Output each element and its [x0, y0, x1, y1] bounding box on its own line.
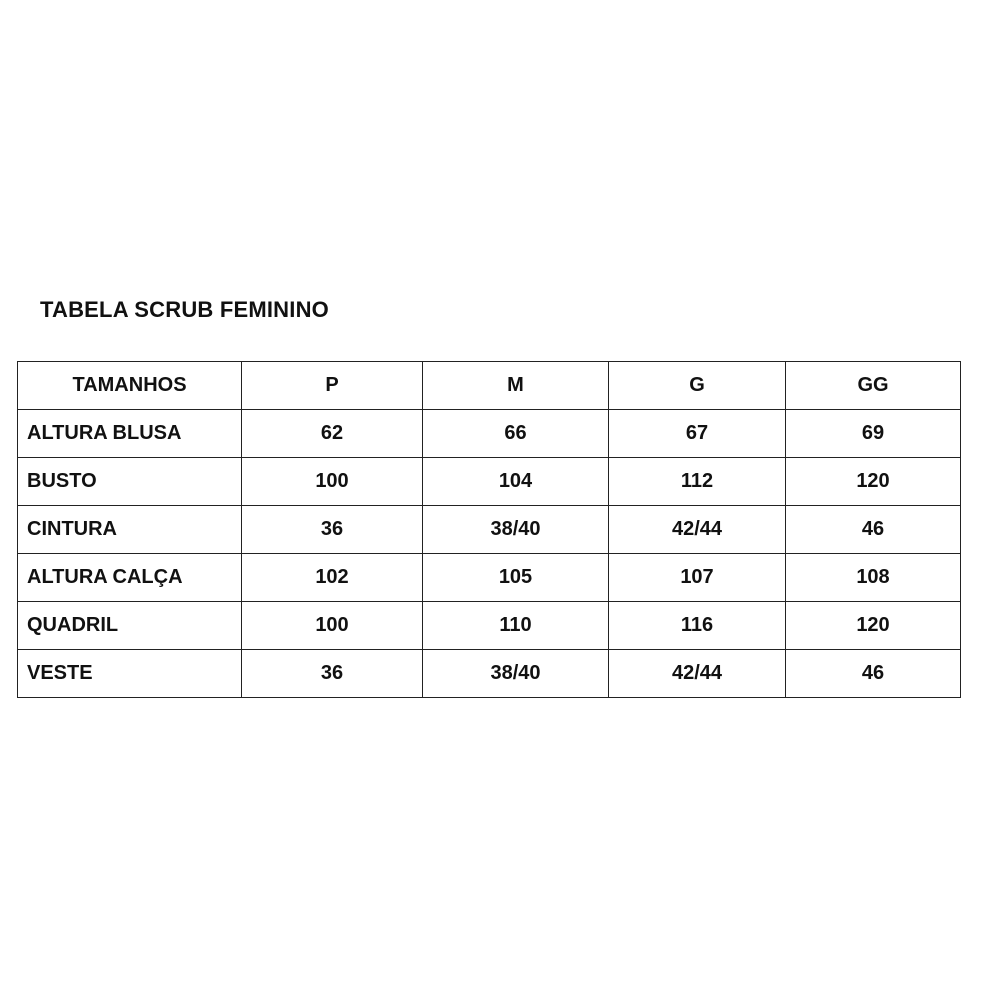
table-cell: 46 [786, 506, 961, 554]
row-label: ALTURA BLUSA [18, 410, 242, 458]
table-cell: 120 [786, 602, 961, 650]
size-table [17, 361, 961, 698]
table-cell: 120 [786, 458, 961, 506]
header-cell-p: P [242, 362, 423, 410]
table-cell: 100 [242, 602, 423, 650]
table-cell: 42/44 [609, 506, 786, 554]
table-cell: 38/40 [423, 650, 609, 698]
table-cell: 38/40 [423, 506, 609, 554]
table-cell: 112 [609, 458, 786, 506]
header-cell-sizes: TAMANHOS [18, 362, 242, 410]
table-header-row [18, 362, 961, 410]
table-cell: 100 [242, 458, 423, 506]
table-row [18, 458, 961, 506]
table-cell: 66 [423, 410, 609, 458]
table-cell: 108 [786, 554, 961, 602]
row-label: BUSTO [18, 458, 242, 506]
table-row [18, 602, 961, 650]
table-row [18, 410, 961, 458]
header-cell-gg: GG [786, 362, 961, 410]
row-label: QUADRIL [18, 602, 242, 650]
table-cell: 110 [423, 602, 609, 650]
header-cell-g: G [609, 362, 786, 410]
table-cell: 107 [609, 554, 786, 602]
table-cell: 116 [609, 602, 786, 650]
table-cell: 62 [242, 410, 423, 458]
table-row [18, 554, 961, 602]
table-cell: 42/44 [609, 650, 786, 698]
table-cell: 69 [786, 410, 961, 458]
table-cell: 105 [423, 554, 609, 602]
table-cell: 104 [423, 458, 609, 506]
table-cell: 36 [242, 650, 423, 698]
page-title: TABELA SCRUB FEMININO [40, 297, 329, 322]
table-row [18, 650, 961, 698]
row-label: ALTURA CALÇA [18, 554, 242, 602]
table-cell: 46 [786, 650, 961, 698]
row-label: VESTE [18, 650, 242, 698]
table-cell: 102 [242, 554, 423, 602]
table-cell: 67 [609, 410, 786, 458]
header-cell-m: M [423, 362, 609, 410]
table-cell: 36 [242, 506, 423, 554]
row-label: CINTURA [18, 506, 242, 554]
table-row [18, 506, 961, 554]
